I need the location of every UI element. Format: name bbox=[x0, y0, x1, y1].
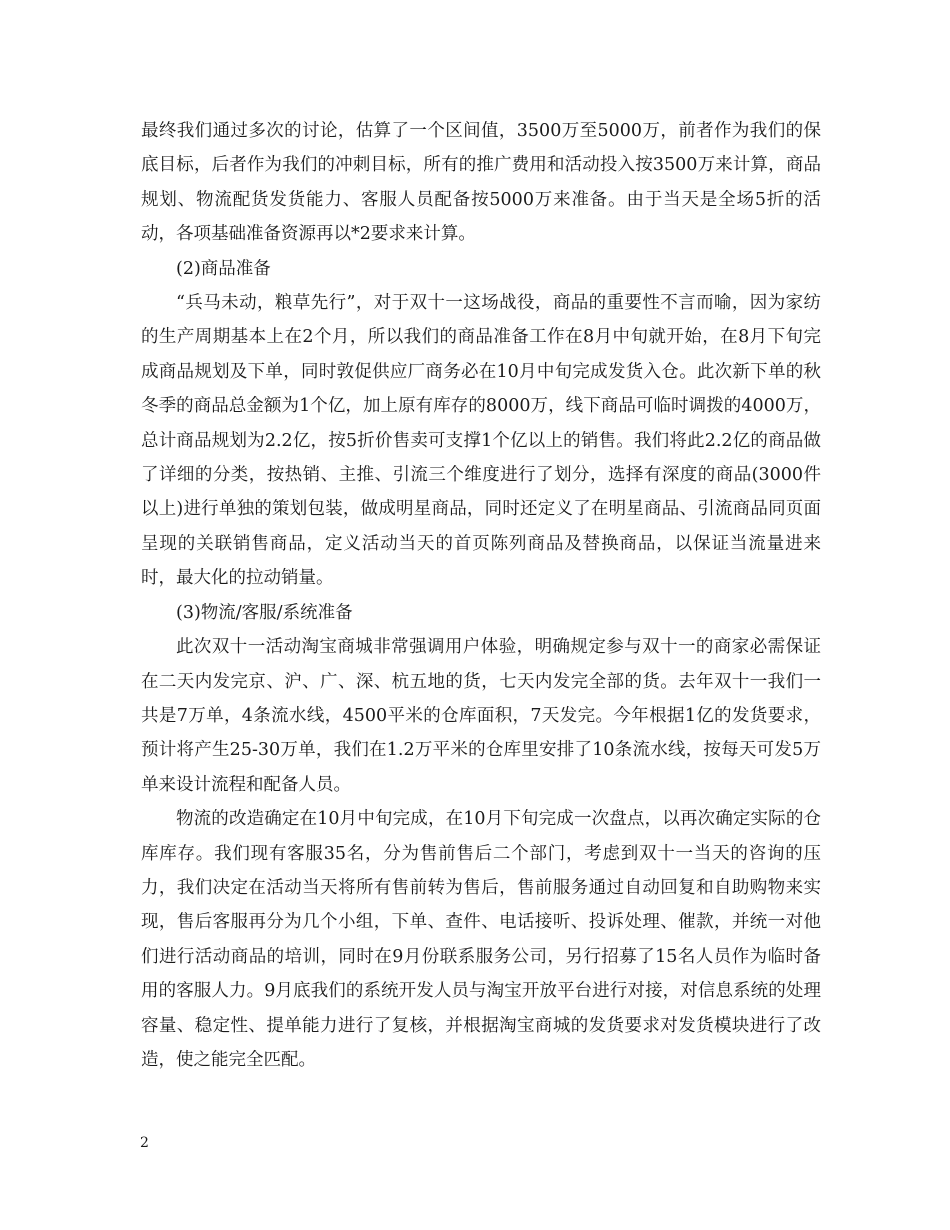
paragraph-logistics-requirements: 此次双十一活动淘宝商城非常强调用户体验，明确规定参与双十一的商家必需保证在二天内发完京、沪、广、深、杭五地的货，七天内发完全部的货。去年双十一我们一共是7万单，4条流水线，4500平米的仓库面积，7天发完。今年根据1亿的发货要求，预计将产生25-30万单，我们在1.2万平米的仓库里安排了10条流水线，按每天可发5万单来设计流程和配备人员。 bbox=[141, 637, 821, 795]
paragraph-product-prep: “兵马未动，粮草先行”，对于双十一这场战役，商品的重要性不言而喻，因为家纺的生产周期基本上在2个月，所以我们的商品准备工作在8月中旬就开始，在8月下旬完成商品规划及下单，同时敦促供应厂商务必在10月中旬完成发货入仓。此次新下单的秋冬季的商品总金额为1个亿，加上原有库存的8000万，线下商品可临时调拨的4000万，总计商品规划为2.2亿，按5折价售卖可支撑1个亿以上的销售。我们将此2.2亿的商品做了详细的分类，按热销、主推、引流三个维度进行了划分，选择有深度的商品(3000件以上)进行单独的策划包装，做成明星商品，同时还定义了在明星商品、引流商品同页面呈现的关联销售商品，定义活动当天的首页陈列商品及替换商品，以保证当流量进来时，最大化的拉动销量。 bbox=[141, 293, 821, 589]
section-heading-product-prep: (2)商品准备 bbox=[176, 258, 271, 279]
paragraph-budget-estimate: 最终我们通过多次的讨论，估算了一个区间值，3500万至5000万，前者作为我们的保底目标，后者作为我们的冲刺目标，所有的推广费用和活动投入按3500万来计算，商品规划、物流配货发货能力、客服人员配备按5000万来准备。由于当天是全场5折的活动，各项基础准备资源再以*2要求来计算。 bbox=[141, 121, 821, 245]
section-heading-logistics-prep: (3)物流/客服/系统准备 bbox=[176, 602, 353, 623]
page-number: 2 bbox=[140, 1135, 149, 1151]
body-text bbox=[141, 114, 821, 1077]
paragraph-customer-service-system: 物流的改造确定在10月中旬完成，在10月下旬完成一次盘点，以再次确定实际的仓库库存。我们现有客服35名，分为售前售后二个部门，考虑到双十一当天的咨询的压力，我们决定在活动当天将所有售前转为售后，售前服务通过自动回复和自助购物来实现，售后客服再分为几个小组，下单、查件、电话接听、投诉处理、催款，并统一对他们进行活动商品的培训，同时在9月份联系服务公司，另行招募了15名人员作为临时备用的客服人力。9月底我们的系统开发人员与淘宝开放平台进行对接，对信息系统的处理容量、稳定性、提单能力进行了复核，并根据淘宝商城的发货要求对发货模块进行了改造，使之能完全匹配。 bbox=[141, 809, 821, 1070]
